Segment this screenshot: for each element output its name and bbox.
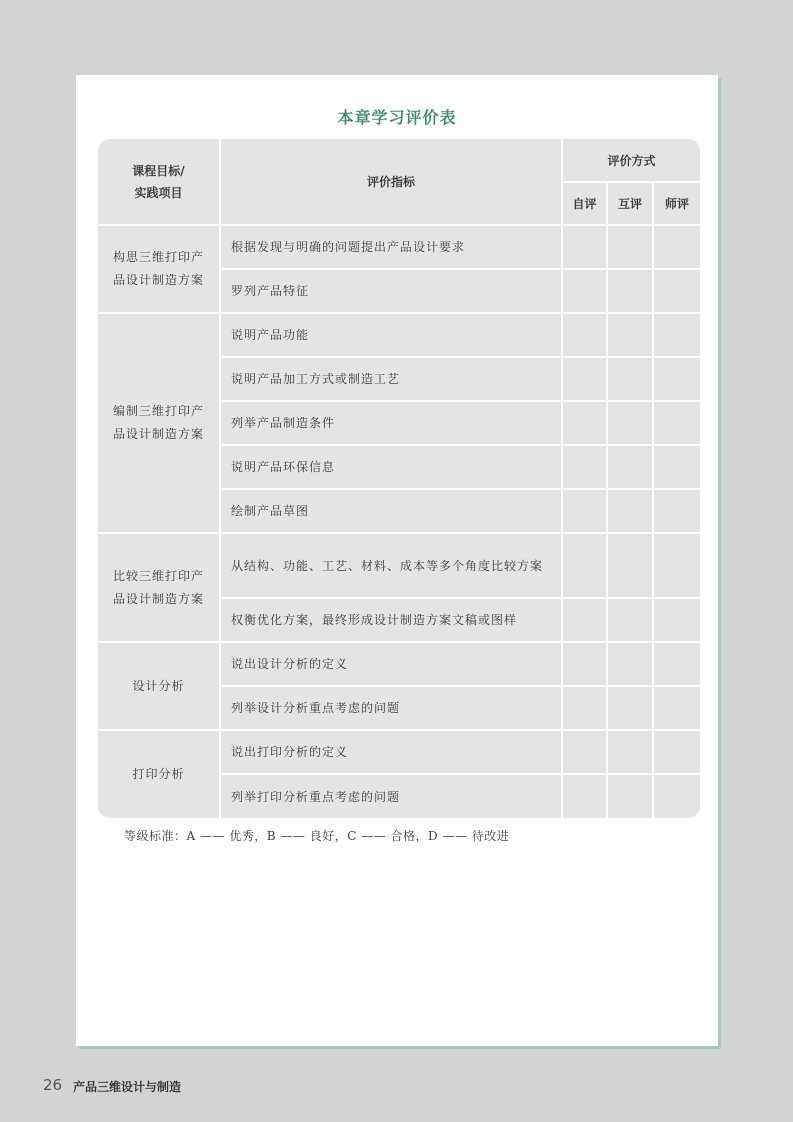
header-goal-line1: 课程目标/ bbox=[132, 163, 185, 178]
page-number: 26 bbox=[43, 1076, 63, 1094]
indicator-cell: 说出设计分析的定义 bbox=[221, 643, 563, 687]
peer-score-cell[interactable] bbox=[608, 270, 654, 314]
indicator-cell: 说出打印分析的定义 bbox=[221, 731, 563, 775]
indicator-cell: 根据发现与明确的问题提出产品设计要求 bbox=[221, 226, 563, 270]
peer-score-cell[interactable] bbox=[608, 775, 654, 818]
indicator-cell: 说明产品功能 bbox=[221, 314, 563, 358]
self-score-cell[interactable] bbox=[563, 446, 608, 490]
table-row bbox=[98, 314, 700, 358]
header-teacher: 师评 bbox=[654, 183, 700, 226]
page-card bbox=[76, 75, 718, 1046]
self-score-cell[interactable] bbox=[563, 314, 608, 358]
teacher-score-cell[interactable] bbox=[654, 314, 700, 358]
teacher-score-cell[interactable] bbox=[654, 643, 700, 687]
self-score-cell[interactable] bbox=[563, 226, 608, 270]
self-score-cell[interactable] bbox=[563, 775, 608, 818]
peer-score-cell[interactable] bbox=[608, 402, 654, 446]
self-score-cell[interactable] bbox=[563, 490, 608, 534]
teacher-score-cell[interactable] bbox=[654, 599, 700, 643]
header-goal-line2: 实践项目 bbox=[134, 185, 183, 200]
goal-cell bbox=[98, 643, 221, 731]
indicator-cell: 绘制产品草图 bbox=[221, 490, 563, 534]
peer-score-cell[interactable] bbox=[608, 643, 654, 687]
self-score-cell[interactable] bbox=[563, 599, 608, 643]
peer-score-cell[interactable] bbox=[608, 314, 654, 358]
peer-score-cell[interactable] bbox=[608, 731, 654, 775]
table-row bbox=[98, 643, 700, 687]
header-self: 自评 bbox=[563, 183, 608, 226]
goal-text: 构思三维打印产 bbox=[112, 250, 204, 264]
header-indicator: 评价指标 bbox=[221, 139, 563, 226]
goal-cell bbox=[98, 731, 221, 818]
table-row bbox=[98, 731, 700, 775]
goal-text: 编制三维打印产 bbox=[112, 404, 204, 418]
goal-cell bbox=[98, 314, 221, 534]
indicator-cell: 说明产品加工方式或制造工艺 bbox=[221, 358, 563, 402]
goal-text: 品设计制造方案 bbox=[112, 427, 204, 441]
teacher-score-cell[interactable] bbox=[654, 402, 700, 446]
indicator-cell: 列举打印分析重点考虑的问题 bbox=[221, 775, 563, 818]
teacher-score-cell[interactable] bbox=[654, 270, 700, 314]
self-score-cell[interactable] bbox=[563, 402, 608, 446]
self-score-cell[interactable] bbox=[563, 534, 608, 599]
teacher-score-cell[interactable] bbox=[654, 226, 700, 270]
teacher-score-cell[interactable] bbox=[654, 490, 700, 534]
book-title: 产品三维设计与制造 bbox=[73, 1080, 182, 1094]
teacher-score-cell[interactable] bbox=[654, 534, 700, 599]
teacher-score-cell[interactable] bbox=[654, 446, 700, 490]
peer-score-cell[interactable] bbox=[608, 687, 654, 731]
teacher-score-cell[interactable] bbox=[654, 775, 700, 818]
evaluation-table bbox=[98, 139, 700, 818]
peer-score-cell[interactable] bbox=[608, 226, 654, 270]
goal-text: 品设计制造方案 bbox=[112, 273, 204, 287]
table-row bbox=[98, 534, 700, 599]
indicator-cell: 从结构、功能、工艺、材料、成本等多个角度比较方案 bbox=[221, 534, 563, 599]
header-method: 评价方式 bbox=[563, 139, 700, 183]
peer-score-cell[interactable] bbox=[608, 599, 654, 643]
self-score-cell[interactable] bbox=[563, 731, 608, 775]
indicator-cell: 权衡优化方案，最终形成设计制造方案文稿或图样 bbox=[221, 599, 563, 643]
goal-cell bbox=[98, 534, 221, 643]
goal-text: 比较三维打印产 bbox=[112, 568, 204, 583]
indicator-cell: 说明产品环保信息 bbox=[221, 446, 563, 490]
indicator-cell: 列举产品制造条件 bbox=[221, 402, 563, 446]
goal-cell bbox=[98, 226, 221, 314]
header-peer: 互评 bbox=[608, 183, 654, 226]
goal-text: 品设计制造方案 bbox=[112, 591, 204, 606]
self-score-cell[interactable] bbox=[563, 687, 608, 731]
peer-score-cell[interactable] bbox=[608, 446, 654, 490]
teacher-score-cell[interactable] bbox=[654, 687, 700, 731]
peer-score-cell[interactable] bbox=[608, 534, 654, 599]
peer-score-cell[interactable] bbox=[608, 358, 654, 402]
teacher-score-cell[interactable] bbox=[654, 358, 700, 402]
goal-text: 设计分析 bbox=[132, 678, 185, 693]
self-score-cell[interactable] bbox=[563, 643, 608, 687]
peer-score-cell[interactable] bbox=[608, 490, 654, 534]
teacher-score-cell[interactable] bbox=[654, 731, 700, 775]
self-score-cell[interactable] bbox=[563, 358, 608, 402]
goal-text: 打印分析 bbox=[132, 767, 185, 781]
table-row bbox=[98, 226, 700, 270]
grading-footnote: 等级标准：A —— 优秀，B —— 良好，C —— 合格，D —— 待改进 bbox=[124, 829, 510, 843]
indicator-cell: 罗列产品特征 bbox=[221, 270, 563, 314]
self-score-cell[interactable] bbox=[563, 270, 608, 314]
header-goal bbox=[98, 139, 221, 226]
indicator-cell: 列举设计分析重点考虑的问题 bbox=[221, 687, 563, 731]
table-title: 本章学习评价表 bbox=[337, 108, 457, 127]
